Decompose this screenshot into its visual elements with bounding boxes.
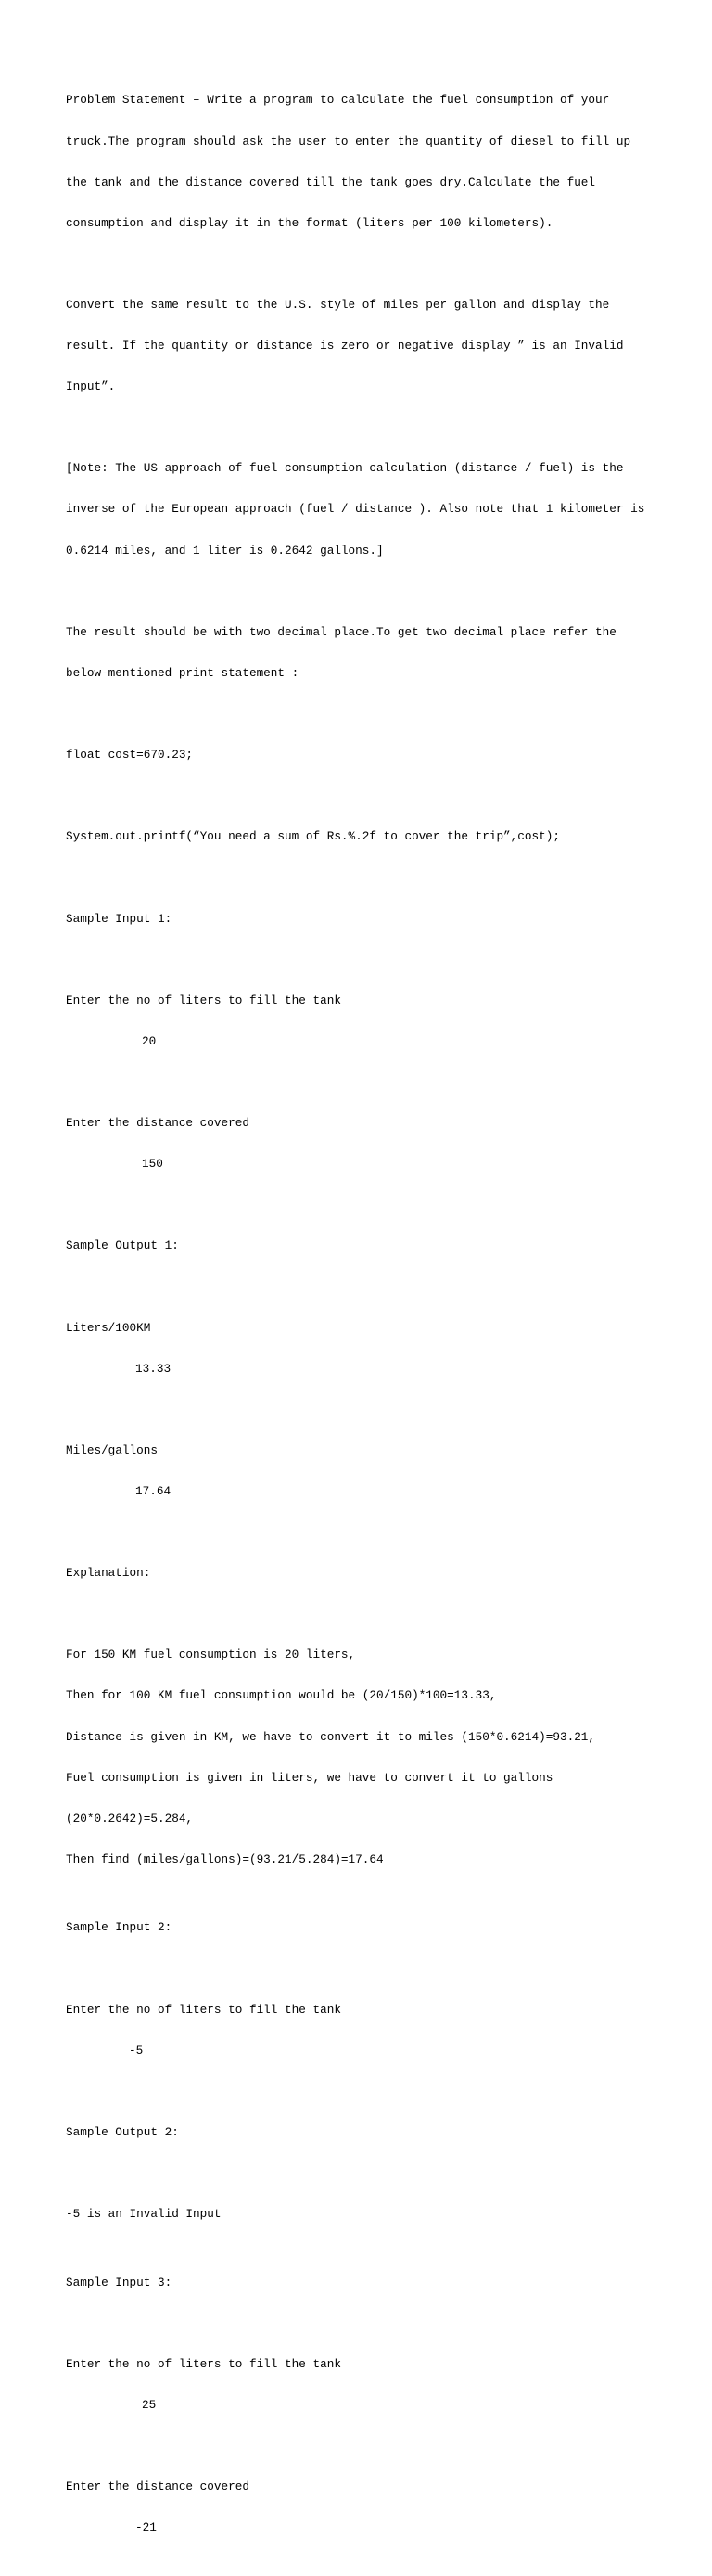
text-line: truck.The program should ask the user to enter the quantity of diesel to fill up	[66, 134, 631, 148]
sample-1-liters-block	[66, 967, 659, 1076]
sample-2-liters-block	[66, 1976, 659, 2085]
input-value: 25	[142, 2397, 157, 2412]
text-line: Then find (miles/gallons)=(93.21/5.284)=17.64	[66, 1852, 384, 1866]
text-line: inverse of the European approach (fuel / distance ). Also note that 1 kilometer is	[66, 502, 645, 517]
text-line: For 150 KM fuel consumption is 20 liters,	[66, 1647, 356, 1662]
output-value: 13.33	[135, 1361, 172, 1376]
text-line: (20*0.2642)=5.284,	[66, 1811, 194, 1826]
sample-output-2-heading	[66, 2099, 659, 2168]
input-value: -21	[135, 2520, 157, 2535]
text-line: 0.6214 miles, and 1 liter is 0.2642 gallons.]	[66, 543, 384, 557]
code-printf-statement	[66, 803, 659, 872]
text-line: below-mentioned print statement :	[66, 665, 299, 680]
problem-statement	[66, 67, 659, 258]
code-float-statement	[66, 722, 659, 790]
heading-line: Sample Output 1:	[66, 1238, 179, 1253]
text-line: Then for 100 KM fuel consumption would be (20/150)*100=13.33,	[66, 1688, 497, 1703]
prompt-line: Enter the no of liters to fill the tank	[66, 2356, 341, 2371]
sample-3-liters-block	[66, 2330, 659, 2440]
output-label: Liters/100KM	[66, 1320, 151, 1335]
output-label: Miles/gallons	[66, 1442, 158, 1457]
sample-input-2-heading	[66, 1894, 659, 1963]
conversion-paragraph	[66, 272, 659, 422]
input-value: 20	[142, 1033, 157, 1048]
heading-line: Sample Input 3:	[66, 2275, 172, 2289]
text-line: consumption and display it in the format (liters per 100 kilometers).	[66, 215, 553, 230]
text-line: Distance is given in KM, we have to convert it to miles (150*0.6214)=93.21,	[66, 1729, 596, 1744]
text-line: [Note: The US approach of fuel consumption calculation (distance / fuel) is the	[66, 461, 624, 476]
heading-line: Sample Output 2:	[66, 2124, 179, 2139]
text-line: Problem Statement – Write a program to calculate the fuel consumption of your	[66, 93, 610, 108]
sample-1-liters-100km-block	[66, 1294, 659, 1403]
sample-input-1-heading	[66, 885, 659, 954]
sample-output-1-heading	[66, 1212, 659, 1281]
prompt-line: Enter the no of liters to fill the tank	[66, 2002, 341, 2017]
input-value: 150	[142, 1157, 163, 1172]
sample-2-output-block	[66, 2181, 659, 2249]
sample-1-distance-block	[66, 1090, 659, 1199]
input-value: -5	[129, 2043, 144, 2057]
text-line: Input”.	[66, 379, 116, 394]
result-format-paragraph	[66, 598, 659, 708]
sample-3-distance-block	[66, 2454, 659, 2563]
explanation-block	[66, 1621, 659, 1894]
prompt-line: Enter the distance covered	[66, 1116, 249, 1131]
heading-line: Explanation:	[66, 1566, 151, 1581]
output-value: -5 is an Invalid Input	[66, 2207, 222, 2222]
code-line: System.out.printf(“You need a sum of Rs.%.2f to cover the trip”,cost);	[66, 829, 560, 844]
text-line: result. If the quantity or distance is zero or negative display ” is an Invalid	[66, 339, 624, 353]
heading-line: Sample Input 2:	[66, 1920, 172, 1935]
text-line: Fuel consumption is given in liters, we have to convert it to gallons	[66, 1770, 553, 1785]
explanation-heading	[66, 1540, 659, 1608]
sample-1-miles-gallons-block	[66, 1416, 659, 1526]
sample-input-3-heading	[66, 2249, 659, 2317]
text-line: the tank and the distance covered till the tank goes dry.Calculate the fuel	[66, 174, 596, 189]
code-line: float cost=670.23;	[66, 748, 194, 763]
document-page	[66, 67, 659, 2576]
text-line: Convert the same result to the U.S. style of miles per gallon and display the	[66, 297, 610, 312]
note-paragraph	[66, 435, 659, 585]
prompt-line: Enter the no of liters to fill the tank	[66, 993, 341, 1007]
prompt-line: Enter the distance covered	[66, 2480, 249, 2494]
heading-line: Sample Input 1:	[66, 911, 172, 926]
text-line: The result should be with two decimal place.To get two decimal place refer the	[66, 624, 617, 639]
output-value: 17.64	[135, 1483, 172, 1498]
